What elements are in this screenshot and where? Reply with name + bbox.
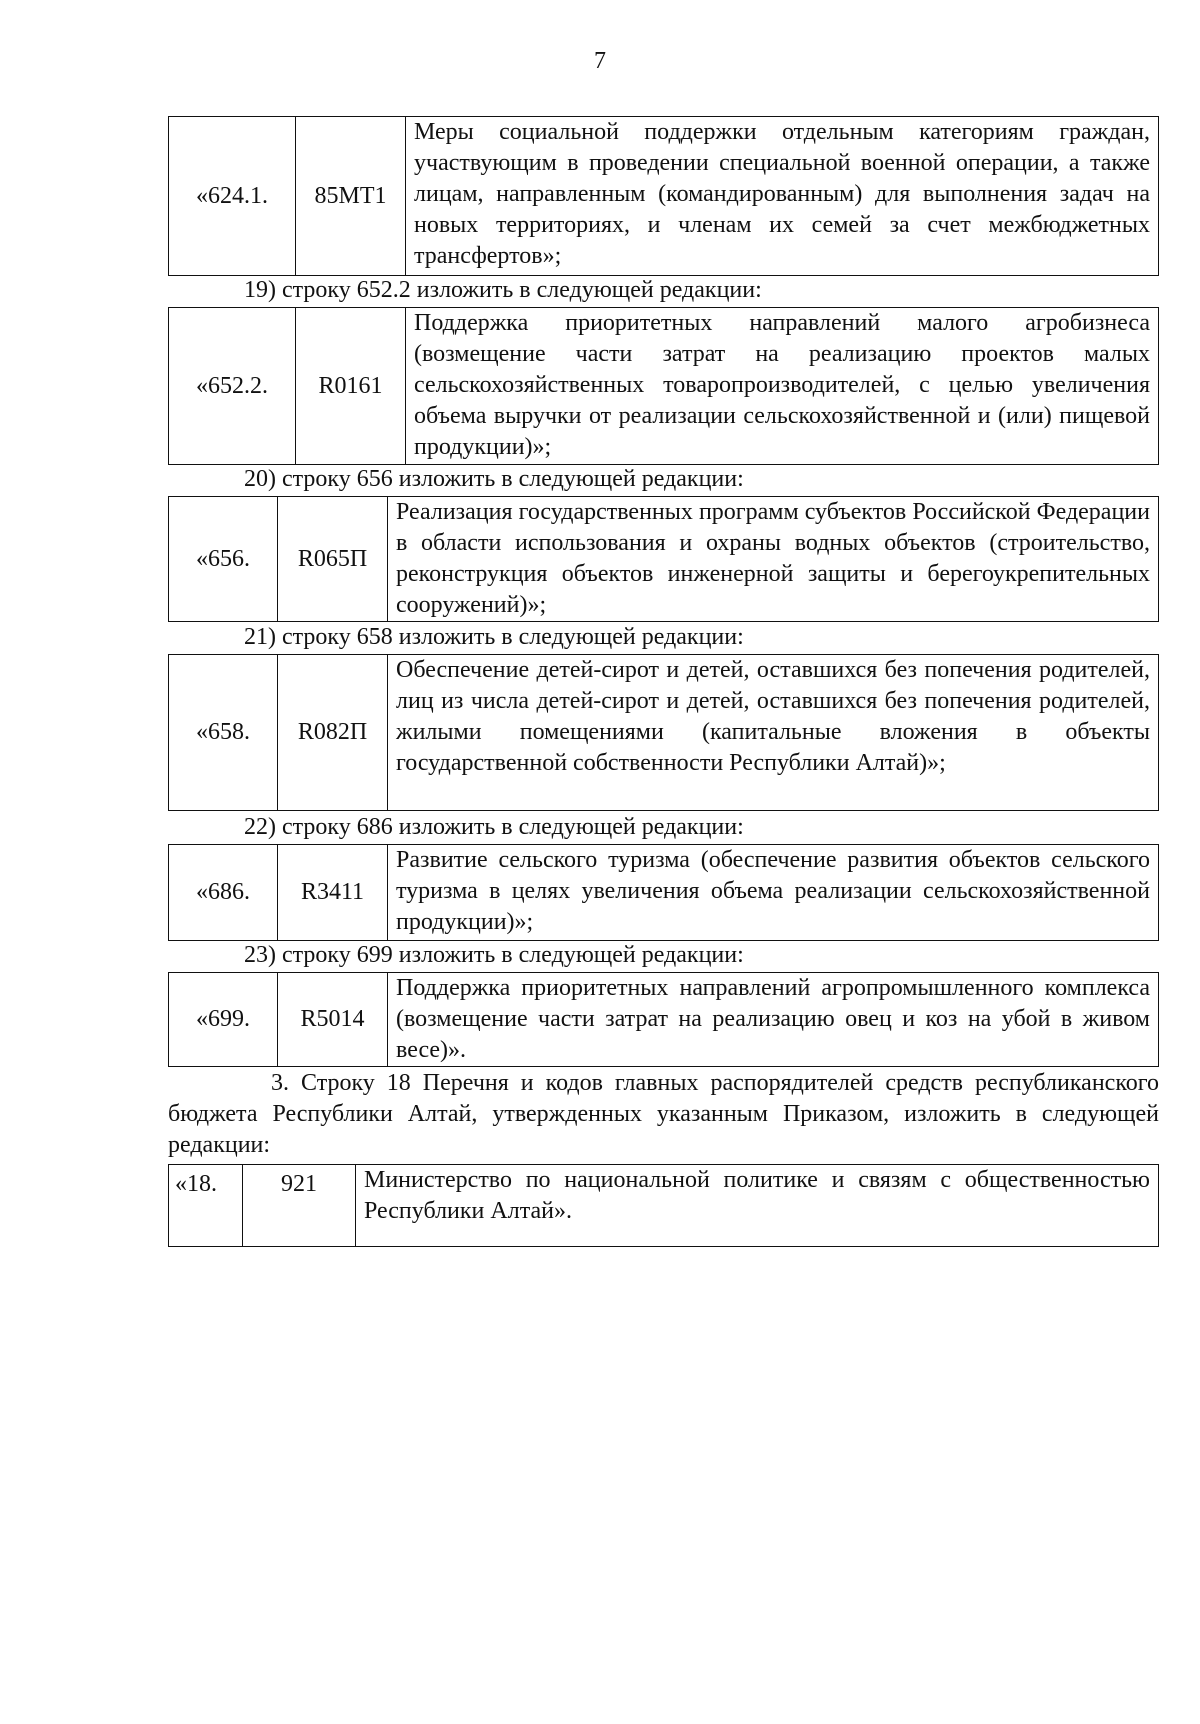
entry-table: [168, 844, 1159, 941]
intro-line-23: 23) строку 699 изложить в следующей редакции:: [244, 942, 744, 968]
intro-line-20: 20) строку 656 изложить в следующей редакции:: [244, 466, 744, 492]
intro-line-21: 21) строку 658 изложить в следующей редакции:: [244, 624, 744, 650]
entry-table: [168, 116, 1159, 276]
entry-624-1: [168, 116, 1159, 276]
description-text: Поддержка приоритетных направлений малого агробизнеса (возмещение части затрат на реализацию проектов малых сельскохозяйственных товаропроизводителей, с целью увеличения объема выручки от реализации сельскохозяйственной и (или) пищевой продукции)»;: [414, 310, 1150, 460]
description-text: Поддержка приоритетных направлений агропромышленного комплекса (возмещение части затрат на реализацию овец и коз на убой в живом весе)».: [396, 975, 1150, 1063]
entry-table: [168, 307, 1159, 465]
row-code: R3411: [278, 845, 388, 941]
description-text: Министерство по национальной политике и связям с общественностью Республики Алтай».: [364, 1167, 1150, 1224]
page-number: 7: [594, 48, 606, 74]
row-number: «656.: [169, 497, 278, 622]
row-number: «658.: [169, 655, 278, 811]
row-description: [406, 117, 1159, 276]
entry-table: [168, 972, 1159, 1067]
entry-652-2: [168, 307, 1159, 465]
paragraph-3: [168, 1068, 1159, 1161]
row-number: «624.1.: [169, 117, 296, 276]
row-code: R5014: [278, 973, 388, 1067]
row-code: 921: [243, 1165, 356, 1247]
row-description: [356, 1165, 1159, 1247]
row-code: 85МТ1: [296, 117, 406, 276]
row-number: «699.: [169, 973, 278, 1067]
intro-line-22: 22) строку 686 изложить в следующей редакции:: [244, 814, 744, 840]
row-description: [388, 655, 1159, 811]
entry-18: [168, 1164, 1159, 1247]
description-text: Меры социальной поддержки отдельным категориям граждан, участвующим в проведении специальной военной операции, а также лицам, направленным (командированным) для выполнения задач на новых территориях, и членам их семей за счет межбюджетных трансфертов»;: [414, 119, 1150, 269]
row-code: R082П: [278, 655, 388, 811]
row-description: [388, 973, 1159, 1067]
row-code: R065П: [278, 497, 388, 622]
row-code: R0161: [296, 308, 406, 465]
row-description: [388, 497, 1159, 622]
row-number: «652.2.: [169, 308, 296, 465]
description-text: Обеспечение детей-сирот и детей, оставшихся без попечения родителей, лиц из числа детей-сирот и детей, оставшихся без попечения родителей, жилыми помещениями (капитальные вложения в объекты государственной собственности Республики Алтай)»;: [396, 657, 1150, 776]
description-text: Реализация государственных программ субъектов Российской Федерации в области использования и охраны водных объектов (строительство, реконструкция объектов инженерной защиты и берегоукрепительных сооружений)»;: [396, 499, 1150, 618]
row-number: «686.: [169, 845, 278, 941]
row-description: [406, 308, 1159, 465]
paragraph-3-text: 3. Строку 18 Перечня и кодов главных распорядителей средств республиканского бюджета Республики Алтай, утвержденных указанным Приказом, изложить в следующей редакции:: [168, 1070, 1159, 1158]
entry-table: [168, 1164, 1159, 1247]
entry-686: [168, 844, 1159, 941]
entry-656: [168, 496, 1159, 622]
row-description: [388, 845, 1159, 941]
entry-658: [168, 654, 1159, 811]
row-number: «18.: [169, 1165, 243, 1247]
intro-line-19: 19) строку 652.2 изложить в следующей редакции:: [244, 277, 762, 303]
entry-table: [168, 496, 1159, 622]
entry-699: [168, 972, 1159, 1067]
entry-table: [168, 654, 1159, 811]
description-text: Развитие сельского туризма (обеспечение развития объектов сельского туризма в целях увеличения объема реализации сельскохозяйственной продукции)»;: [396, 847, 1150, 935]
